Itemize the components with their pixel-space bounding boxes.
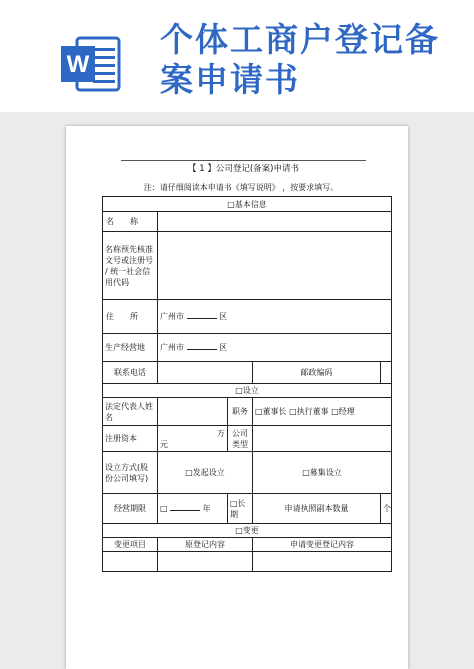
word-logo-icon bbox=[59, 32, 121, 96]
value-bizplace[interactable] bbox=[158, 334, 392, 362]
value-capital[interactable] bbox=[158, 426, 228, 452]
value-copies[interactable]: 个 bbox=[381, 494, 392, 524]
label-position: 职务 bbox=[228, 398, 253, 426]
value-position-options[interactable]: □董事长 □执行董事 □经理 bbox=[253, 398, 392, 426]
value-postcode[interactable] bbox=[381, 362, 392, 384]
label-company-type: 公司类型 bbox=[228, 426, 253, 452]
document-preview bbox=[0, 112, 474, 669]
value-term-years[interactable] bbox=[158, 494, 228, 524]
page-title: 个体工商户登记备案申请书 bbox=[160, 20, 440, 99]
section-change: □变更 bbox=[103, 524, 392, 538]
capital-unit-yuan: 元 bbox=[160, 439, 168, 449]
label-bizplace: 生产经营地 bbox=[103, 334, 158, 362]
bizplace-district: 区 bbox=[219, 343, 228, 352]
label-capital: 注册资本 bbox=[103, 426, 158, 452]
value-name[interactable] bbox=[158, 212, 392, 232]
section-basic: □基本信息 bbox=[103, 197, 392, 212]
header-original: 原登记内容 bbox=[158, 538, 253, 552]
domicile-city: 广州市 bbox=[160, 312, 184, 321]
value-prename[interactable] bbox=[158, 232, 392, 300]
header-change-item: 变更项目 bbox=[103, 538, 158, 552]
setup-option-raised[interactable]: □募集设立 bbox=[253, 452, 392, 494]
change-cell-requested[interactable] bbox=[253, 552, 392, 572]
term-year-unit: 年 bbox=[202, 504, 211, 513]
setup-option-initiated[interactable]: □发起设立 bbox=[158, 452, 253, 494]
term-option-years: □ bbox=[160, 504, 168, 513]
change-cell-item[interactable] bbox=[103, 552, 158, 572]
application-form-table bbox=[102, 196, 392, 572]
label-term: 经营期限 bbox=[103, 494, 158, 524]
label-setup-method: 设立方式(股份公司填写) bbox=[103, 452, 158, 494]
change-cell-original[interactable] bbox=[158, 552, 253, 572]
label-postcode: 邮政编码 bbox=[253, 362, 381, 384]
section-establish: □设立 bbox=[103, 384, 392, 398]
document-note: 注：请仔细阅读本申请书《填写说明》 ，按要求填写。 bbox=[143, 183, 339, 192]
domicile-district: 区 bbox=[219, 312, 228, 321]
capital-unit-wan: 万 bbox=[217, 428, 225, 438]
value-domicile[interactable] bbox=[158, 300, 392, 334]
value-company-type[interactable] bbox=[253, 426, 392, 452]
label-copies: 申请执照副本数量 bbox=[253, 494, 381, 524]
value-legal-rep[interactable] bbox=[158, 398, 228, 426]
label-legal-rep: 法定代表人姓名 bbox=[103, 398, 158, 426]
term-option-long[interactable]: □长期 bbox=[228, 494, 253, 524]
label-name: 名称 bbox=[103, 212, 158, 232]
label-prename: 名称预先核准文号或注册号 / 统一社会信用代码 bbox=[103, 232, 158, 300]
bizplace-city: 广州市 bbox=[160, 343, 184, 352]
label-domicile: 住所 bbox=[103, 300, 158, 334]
label-phone: 联系电话 bbox=[103, 362, 158, 384]
header-requested: 申请变更登记内容 bbox=[253, 538, 392, 552]
value-phone[interactable] bbox=[158, 362, 253, 384]
document-page bbox=[66, 126, 408, 669]
svg-text:W: W bbox=[66, 51, 90, 78]
document-heading: 【 1 】公司登记(备案)申请书 bbox=[121, 160, 366, 176]
